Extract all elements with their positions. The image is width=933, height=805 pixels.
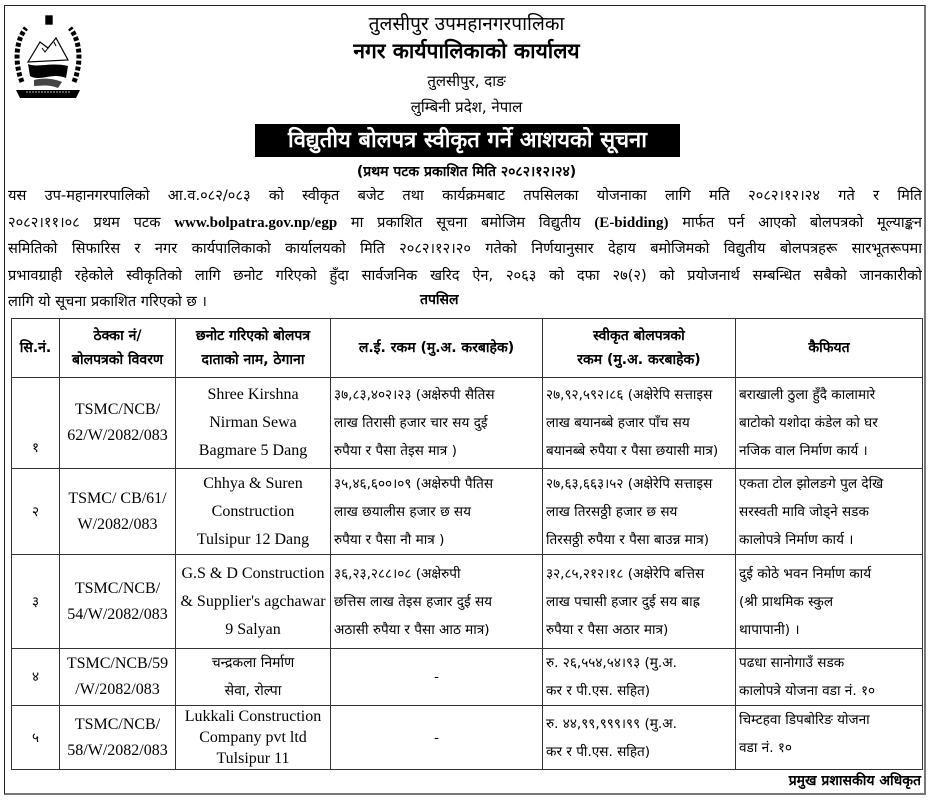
body-line: यस उप-महानगरपालिको आ.व.०८२/०८३ को स्वीकृत बजेट तथा कार्यक्रमबाट तपसिलका योजनाका लागि मति २०८२।१२।२४ गते र मिति	[8, 187, 922, 204]
cell-remarks: चिम्टहवा डिपबोरिङ योजना वडा नं. १०	[736, 706, 923, 770]
cell-bidder: Chhya & Suren Construction Tulsipur 12 Dang	[176, 469, 331, 555]
body-line: प्रभावग्राही रहेकोले स्वीकृतिको लागि छनोट गरिएको हुँदा सार्वजनिक खरिद ऐन, २०६३ को दफा २७(२) को प्रयोजनार्थ सम्बन्धित सबैको जानकारीको	[8, 266, 922, 284]
header-contract-no: ठेक्का नं/ बोलपत्रको विवरण	[60, 319, 176, 378]
office-city: तुलसीपुर, दाङ	[427, 72, 506, 90]
cell-contract-no: TSMC/NCB/59 /W/2082/083	[60, 649, 176, 706]
table-row	[12, 378, 923, 469]
cell-accepted-amount: ३२,८५,२१२।१८ (अक्षेरेपि बत्तिस लाख पचासी हजार दुई सय बाह्र रुपैया र पैसा अठार मात्र)	[543, 555, 736, 649]
cell-bidder: Shree Kirshna Nirman Sewa Bagmare 5 Dang	[176, 378, 331, 469]
table-row	[12, 555, 923, 649]
cell-accepted-amount: २७,६३,६६३।५२ (अक्षेरेपि सत्ताइस लाख तिरसठ्ठी हजार छ सय तिरसठ्ठी रुपैया र पैसा बाउन्न मात्र)	[543, 469, 736, 555]
cell-serial: ३	[12, 555, 60, 649]
table-row	[12, 469, 923, 555]
cell-contract-no: TSMC/NCB/ 58/W/2082/083	[60, 706, 176, 770]
bolpatra-link[interactable]: www.bolpatra.gov.np/egp	[174, 214, 338, 231]
office-province: लुम्बिनी प्रदेश, नेपाल	[410, 98, 523, 116]
cell-remarks: एकता टोल झोलङगे पुल देखि सरस्वती मावि जोड्ने सडक कालोपत्रे निर्माण कार्य ।	[736, 469, 923, 555]
cell-contract-no: TSMC/ CB/61/ W/2082/083	[60, 469, 176, 555]
header-serial: सि.नं.	[12, 319, 60, 378]
cell-accepted-amount: रु. ४४,९९,९९९।९९ (मु.अ. कर र पी.एस. सहित)	[543, 706, 736, 770]
table-row	[12, 649, 923, 706]
municipality-name: तुलसीपुर उपमहानगरपालिका	[368, 13, 565, 35]
cell-serial: २	[12, 469, 60, 555]
cell-serial: ५	[12, 706, 60, 770]
e-bidding-term: (E-bidding)	[594, 214, 669, 231]
cell-bidder: Lukkali Construction Company pvt ltd Tulsipur 11	[176, 706, 331, 770]
cell-bidder: G.S & D Construction & Supplier's agchawar 9 Salyan	[176, 555, 331, 649]
header-remarks: कैफियत	[736, 319, 923, 378]
cell-bidder: चन्द्रकला निर्माण सेवा, रोल्पा	[176, 649, 331, 706]
bid-table	[11, 318, 923, 770]
cell-estimate: ३७,८३,४०२।२३ (अक्षेरुपी सैतिस लाख तिरासी हजार चार सय दुई रुपैया र पैसा तेइस मात्र )	[331, 378, 543, 469]
header-bidder: छनोट गरिएको बोलपत्र दाताको नाम, ठेगाना	[176, 319, 331, 378]
table-header-row	[12, 319, 923, 378]
signatory-title: प्रमुख प्रशासकीय अधिकृत	[788, 773, 921, 789]
cell-accepted-amount: २७,९२,५९२।८६ (अक्षेरेपि सत्ताइस लाख बयानब्बे हजार पाँच सय बयानब्बे रुपैया र पैसा छयासी मात्र)	[543, 378, 736, 469]
table-row	[12, 706, 923, 770]
cell-contract-no: TSMC/NCB/ 62/W/2082/083	[60, 378, 176, 469]
cell-estimate: -	[331, 706, 543, 770]
body-line: २०८२।११।०८ प्रथम पटक www.bolpatra.gov.np/egp मा प्रकाशित सूचना बमोजिम विद्युतीय (E-bidding) मार्फत पर्न आएको बोलपत्रको मूल्याङ्कन	[8, 213, 922, 231]
cell-accepted-amount: रु. २६,५५४,५४।९३ (मु.अ. कर र पी.एस. सहित)	[543, 649, 736, 706]
cell-estimate: ३५,४६,६००।०९ (अक्षेरुपी पैतिस लाख छयालीस हजार छ सय रुपैया र पैसा नौ मात्र )	[331, 469, 543, 555]
cell-remarks: बराखाली ठुला हुँदै कालामारे बाटोको यशोदा कंडेल को घर नजिक वाल निर्माण कार्य ।	[736, 378, 923, 469]
cell-serial: ४	[12, 649, 60, 706]
cell-contract-no: TSMC/NCB/ 54/W/2082/083	[60, 555, 176, 649]
cell-estimate: -	[331, 649, 543, 706]
cell-remarks: पढधा सानोगाउँ सडक कालोपत्रे योजना वडा नं. १०	[736, 649, 923, 706]
table-caption: तपसिल	[420, 292, 459, 308]
body-line: समितिको सिफारिस र नगर कार्यपालिकाको कार्यालयको मिति २०८२।१२।२० गतेको निर्णयानुसार देहाय बमोजिमको विद्युतीय बोलपत्रहरू सारभूतरूपमा	[8, 240, 922, 257]
header-accepted-amount: स्वीकृत बोलपत्रको रकम (मु.अ. करबाहेक)	[543, 319, 736, 378]
cell-remarks: दुई कोठे भवन निर्माण कार्य (श्री प्राथमिक स्कुल थापापानी) ।	[736, 555, 923, 649]
body-line: लागि यो सूचना प्रकाशित गरिएको छ ।	[8, 293, 207, 310]
header-estimate: ल.ई. रकम (मु.अ. करबाहेक)	[331, 319, 543, 378]
notice-title: विद्युतीय बोलपत्र स्वीकृत गर्ने आशयको सूचना	[255, 124, 680, 157]
cell-serial: १	[12, 378, 60, 469]
office-name: नगर कार्यपालिकाको कार्यालय	[353, 39, 580, 63]
notice-subtitle: (प्रथम पटक प्रकाशित मिति २०८२।१२।२४)	[356, 164, 577, 180]
notice-body	[8, 183, 922, 316]
cell-estimate: ३६,२३,२८८।०८ (अक्षेरुपी छत्तिस लाख तेइस हजार दुई सय अठासी रुपैया र पैसा आठ मात्र)	[331, 555, 543, 649]
